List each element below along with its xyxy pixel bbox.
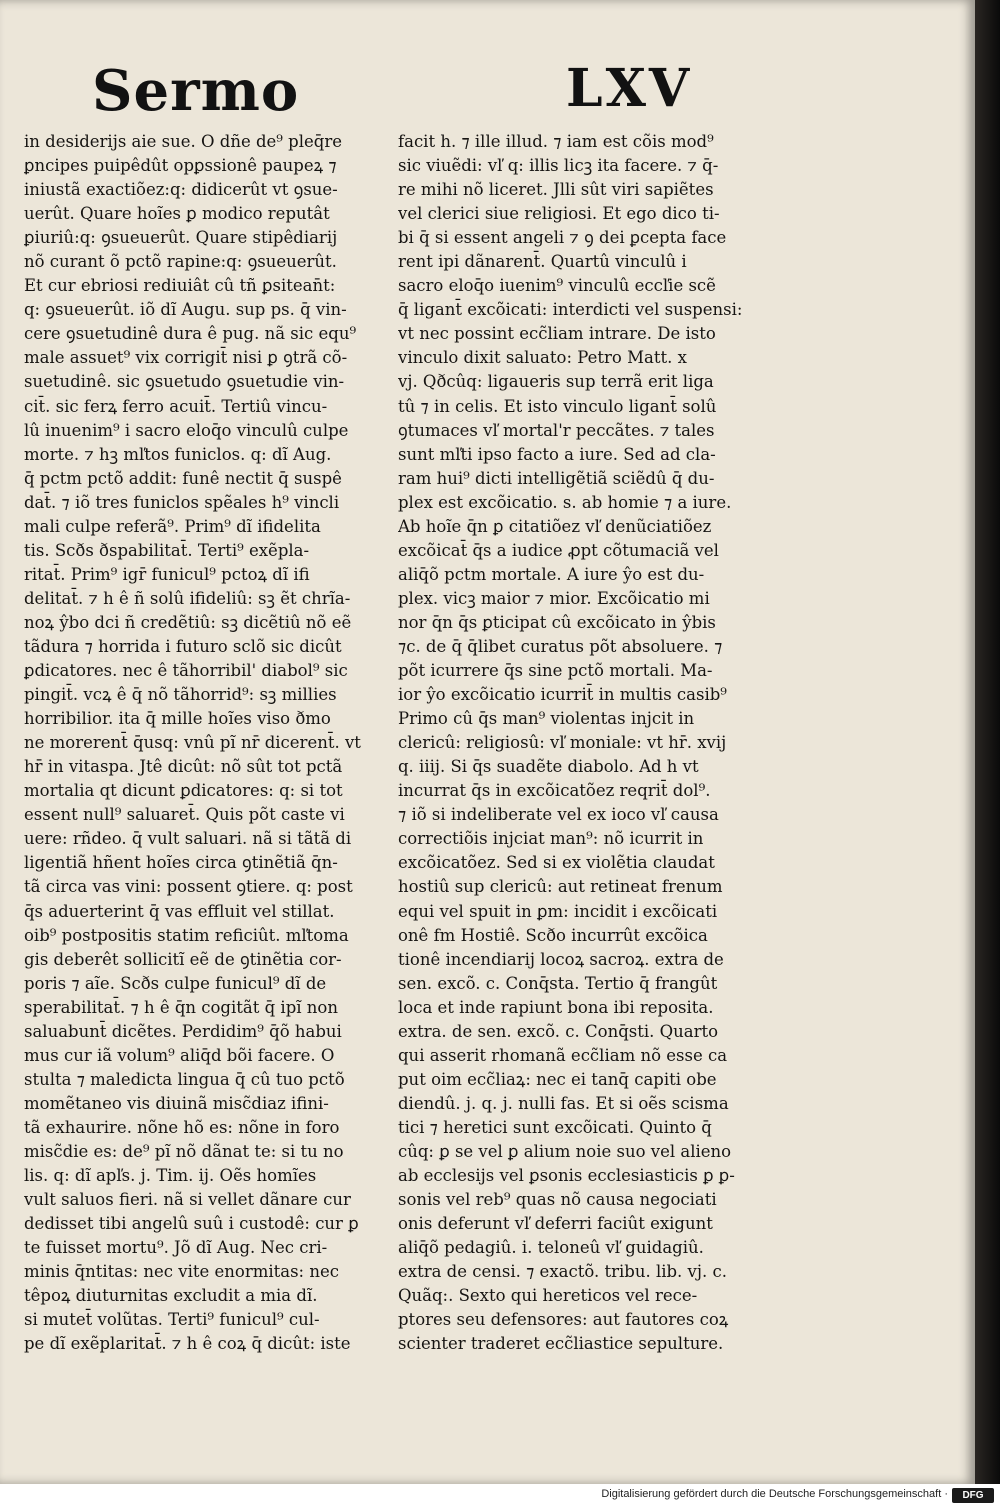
text-line: sen. excõ. c. Conq̄sta. Tertio q̄ frangût — [398, 973, 718, 993]
text-line: ꝑdicatores. nec ê tãhorribil' diabol⁹ sic — [24, 661, 348, 681]
text-line: nõ curant õ pctõ rapine:q: ꝯsueuerût. — [24, 252, 337, 272]
text-line: facit h. ⁊ ille illud. ⁊ iam est cõis mod⁹ — [398, 132, 714, 151]
dfg-logo-icon: DFG — [952, 1488, 994, 1503]
text-line: clericû: religiosû: vľ moniale: vt hr̄. xvij — [398, 733, 727, 753]
text-line: q̄ ligant̄ excõicati: interdicti vel suspensi: — [398, 300, 743, 320]
text-line: Et cur ebriosi rediuiât cû tñ ꝑsitean̄t: — [24, 276, 336, 296]
text-line: qui asserit rhomanã ecc̃liam nõ esse ca — [398, 1045, 728, 1065]
text-line: mus cur iã volum⁹ aliq̄d bõi facere. O — [24, 1045, 335, 1065]
text-line: ab ecclesijs vel ꝑsonis ecclesiasticis ꝑ ꝑ- — [398, 1166, 735, 1186]
text-line: tãdura ⁊ horrida i futuro sclõ sic dicût — [24, 636, 342, 656]
text-line: sic viuẽdi: vľ q: illis licꝫ ita facere. ⁊ q̄- — [398, 156, 719, 176]
text-line: q. iiij. Si q̄s suadẽte diabolo. Ad h vt — [398, 757, 699, 777]
text-line: plex. vicꝫ maior ⁊ mior. Excõicatio mi — [398, 588, 710, 608]
text-line: loca et inde rapiunt bona ibi reposita. — [398, 997, 714, 1017]
text-line: ior ŷo excõicatio icurrit̄ in multis casib⁹ — [398, 685, 727, 705]
text-line: saluabunt̄ dicẽtes. Perdidim⁹ q̄õ habui — [24, 1021, 342, 1041]
text-line: hostiû sup clericû: aut retineat frenum — [398, 877, 723, 897]
text-line: tã exhaurire. nõne hõ es: nõne in foro — [24, 1117, 340, 1137]
text-line: lis. q: dĩ apľs. j. Tim. ij. Oẽs homĩes — [24, 1166, 317, 1186]
running-head-left: Sermo — [92, 58, 300, 124]
text-line: sperabilitat̄. ⁊ h ê q̄n cogitãt q̄ ipĩ non — [24, 997, 338, 1017]
text-line: iniustã exactiõez:q: didicerût vt ꝯsue- — [24, 180, 338, 200]
text-line: ptores seu defensores: aut fautores coꝝ — [398, 1310, 729, 1330]
text-line: cit̄. sic ferꝝ ferro acuit̄. Tertiû vincu- — [24, 396, 328, 416]
text-line: misc̃die es: de⁹ pĩ nõ dãnat te: si tu no — [24, 1141, 344, 1161]
running-head-right: LXV — [566, 58, 693, 119]
text-line: excõicatõez. Sed si ex violẽtia claudat — [398, 853, 715, 873]
text-line: q̄ pctm pctõ addit: funê nectit q̄ suspê — [24, 468, 342, 488]
text-line: onê fm Hostiê. Scðo incurrût excõica — [398, 925, 708, 945]
text-line: vinculo dixit saluato: Petro Matt. x — [398, 348, 687, 368]
footer-bar — [0, 1484, 1000, 1508]
text-line: vj. Qðcûq: ligaueris sup terrã erit liga — [398, 372, 714, 392]
text-line: Quãq:. Sexto qui hereticos vel rece- — [398, 1286, 698, 1306]
funding-credit: Digitalisierung gefördert durch die Deutsche Forschungsgemeinschaft · — [601, 1488, 948, 1500]
text-line: diendû. j. q. j. nulli fas. Et si oẽs scisma — [398, 1093, 729, 1113]
text-line: vt nec possint ecc̃liam intrare. De isto — [398, 324, 716, 344]
text-line: correctiõis injciat man⁹: nõ icurrit in — [398, 829, 704, 849]
text-line: mortalia qt dicunt ꝑdicatores: q: si tot — [24, 781, 343, 801]
text-line: ꝯtumaces vľ mortal'r peccãtes. ⁊ tales — [398, 420, 715, 440]
text-column-right — [398, 130, 770, 1356]
page-edge — [975, 0, 1000, 1484]
text-line: pe dĩ exẽplaritat̄. ⁊ h ê coꝝ q̄ dicût: iste — [24, 1334, 351, 1354]
text-line: cere ꝯsuetudinê dura ê pug. nã sic equ⁹ — [24, 324, 357, 344]
text-line: ne morerent̄ q̄usq: vnû pĩ nr̄ dicerent̄. vt — [24, 733, 361, 753]
text-line: sacro eloq̄o iuenim⁹ vinculû eccľie scẽ — [398, 276, 716, 296]
text-line: si mutet̄ volũtas. Terti⁹ funicul⁹ cul- — [24, 1310, 320, 1330]
text-line: ꝑiuriû:q: ꝯsueuerût. Quare stipêdiarij — [24, 228, 338, 248]
text-line: minis q̄ntitas: nec vite enormitas: nec — [24, 1262, 339, 1282]
text-line: gis deberêt sollicitĩ eẽ de ꝯtinẽtia cor- — [24, 949, 342, 969]
text-line: tis. Scðs ðspabilitat̄. Terti⁹ exẽpla- — [24, 540, 310, 560]
text-line: vel clerici siue religiosi. Et ego dico ti- — [398, 204, 720, 224]
text-line: essent null⁹ saluaret̄. Quis põt caste vi — [24, 805, 345, 825]
text-line: dat̄. ⁊ iõ tres funiclos spẽales h⁹ vincli — [24, 492, 340, 512]
text-line: morte. ⁊ hꝫ mľtos funiclos. q: dĩ Aug. — [24, 444, 332, 464]
text-line: tã circa vas vini: possent ꝯtiere. q: post — [24, 877, 353, 897]
text-line: rent ipi dãnarent̄. Quartû vinculû i — [398, 252, 687, 272]
text-line: momẽtaneo vis diuinã misc̃diaz ifini- — [24, 1093, 329, 1113]
text-line: tû ⁊ in celis. Et isto vinculo ligant̄ solû — [398, 396, 717, 416]
text-line: male assuet⁹ vix corrigit̄ nisi ꝑ ꝯtrã cõ- — [24, 348, 348, 368]
text-column-left — [24, 130, 394, 1356]
text-line: uerût. Quare hoĩes ꝑ modico reputât — [24, 204, 330, 224]
text-line: Ab hoĩe q̄n ꝑ citatiõez vľ denũciatiõez — [398, 516, 712, 536]
text-line: uere: rñdeo. q̄ vult saluari. nã si tãtã di — [24, 829, 352, 849]
text-line: tici ⁊ heretici sunt excõicati. Quinto q̄ — [398, 1117, 712, 1137]
text-line: stulta ⁊ maledicta lingua q̄ cû tuo pctõ — [24, 1069, 345, 1089]
text-line: ⁊ iõ si indeliberate vel ex ioco vľ causa — [398, 805, 719, 825]
text-line: ⁊c. de q̄ q̄libet curatus põt absoluere. ⁊ — [398, 636, 723, 656]
text-line: vult saluos fieri. nã si vellet dãnare cur — [24, 1190, 351, 1210]
text-line: nor q̄n q̄s ꝑticipat cû excõicato in ŷbis — [398, 612, 716, 632]
text-line: excõicat̄ q̄s a iudice ꝓpt cõtumaciã vel — [398, 540, 719, 560]
text-line: ꝑncipes puipêdût opꝑssionê paupeꝝ ⁊ — [24, 156, 337, 176]
text-line: re mihi nõ liceret. Jlli sût viri sapiẽtes — [398, 180, 714, 200]
text-line: cûq: ꝑ se vel ꝑ alium noie suo vel alieno — [398, 1141, 732, 1161]
text-line: incurrat q̄s in excõicatõez reqrit̄ dol⁹. — [398, 781, 711, 801]
text-line: ram hui⁹ dicti intelligẽtiã sciẽdû q̄ du- — [398, 468, 715, 488]
text-line: extra de censi. ⁊ exactõ. tribu. lib. vj. c. — [398, 1262, 727, 1282]
text-line: poris ⁊ aĩe. Scðs culpe funicul⁹ dĩ de — [24, 973, 327, 993]
text-line: horribilior. ita q̄ mille hoĩes viso ðmo — [24, 709, 331, 729]
text-line: delitat̄. ⁊ h ê ñ solû ifideliû: sꝫ ẽt chrĩa- — [24, 588, 351, 608]
text-line: extra. de sen. excõ. c. Conq̄sti. Quarto — [398, 1021, 719, 1041]
text-line: bi q̄ si essent angeli ⁊ ꝯ dei ꝑcepta face — [398, 228, 727, 248]
text-line: in desiderijs aie sue. O dñe de⁹ pleq̄re — [24, 132, 342, 151]
text-line: q: ꝯsueuerût. iõ dĩ Augu. sup ps. q̄ vin- — [24, 300, 347, 320]
text-line: put oim ecc̃liaꝝ: nec ei tanq̄ capiti obe — [398, 1069, 717, 1089]
text-line: mali culpe referã⁹. Prim⁹ dĩ ifidelita — [24, 516, 321, 536]
text-line: aliq̄õ pedagiû. i. teloneû vľ guidagiû. — [398, 1238, 704, 1258]
text-line: lû inuenim⁹ i sacro eloq̄o vinculû culpe — [24, 420, 349, 440]
text-line: pingit̄. vcꝝ ê q̄ nõ tãhorrid⁹: sꝫ millies — [24, 685, 337, 705]
text-line: noꝝ ŷbo dci ñ credẽtiû: sꝫ dicẽtiû nõ eẽ — [24, 612, 352, 632]
text-line: sunt mľti ipso facto a iure. Sed ad cla- — [398, 444, 716, 464]
text-line: oib⁹ postpositis statim reficiût. mľtoma — [24, 925, 349, 945]
text-line: plex est excõicatio. s. ab homie ⁊ a iure. — [398, 492, 732, 512]
text-line: suetudinê. sic ꝯsuetudo ꝯsuetudie vin- — [24, 372, 345, 392]
text-line: equi vel spuit in ꝑm: incidit i excõicati — [398, 901, 718, 921]
text-line: dedisset tibi angelû suû i custodê: cur ꝑ — [24, 1214, 359, 1234]
text-line: tionê incendiarij locoꝝ sacroꝝ. extra de — [398, 949, 724, 969]
text-line: ritat̄. Prim⁹ igr̄ funicul⁹ pctoꝝ dĩ ifi — [24, 564, 310, 584]
text-line: sonis vel reb⁹ quas nõ causa negociati — [398, 1190, 717, 1210]
text-line: têpoꝝ diuturnitas excludit a mia dĩ. — [24, 1286, 318, 1306]
text-line: ligentiã hñent hoĩes circa ꝯtinẽtiã q̄n- — [24, 853, 338, 873]
text-line: põt icurrere q̄s sine pctõ mortali. Ma- — [398, 661, 713, 681]
text-line: onis deferunt vľ deferri faciût exigunt — [398, 1214, 713, 1234]
text-line: Primo cû q̄s man⁹ violentas injcit in — [398, 709, 695, 729]
text-line: q̄s aduerterint q̄ vas effluit vel stillat. — [24, 901, 335, 921]
text-line: aliq̄õ pctm mortale. A iure ŷo est du- — [398, 564, 705, 584]
text-line: hr̄ in vitaspa. Jtê dicût: nõ sût tot pctã — [24, 757, 343, 777]
text-line: scienter traderet ecc̃liastice sepulture. — [398, 1334, 724, 1354]
text-line: te fuisset mortu⁹. Jõ dĩ Aug. Nec cri- — [24, 1238, 328, 1258]
